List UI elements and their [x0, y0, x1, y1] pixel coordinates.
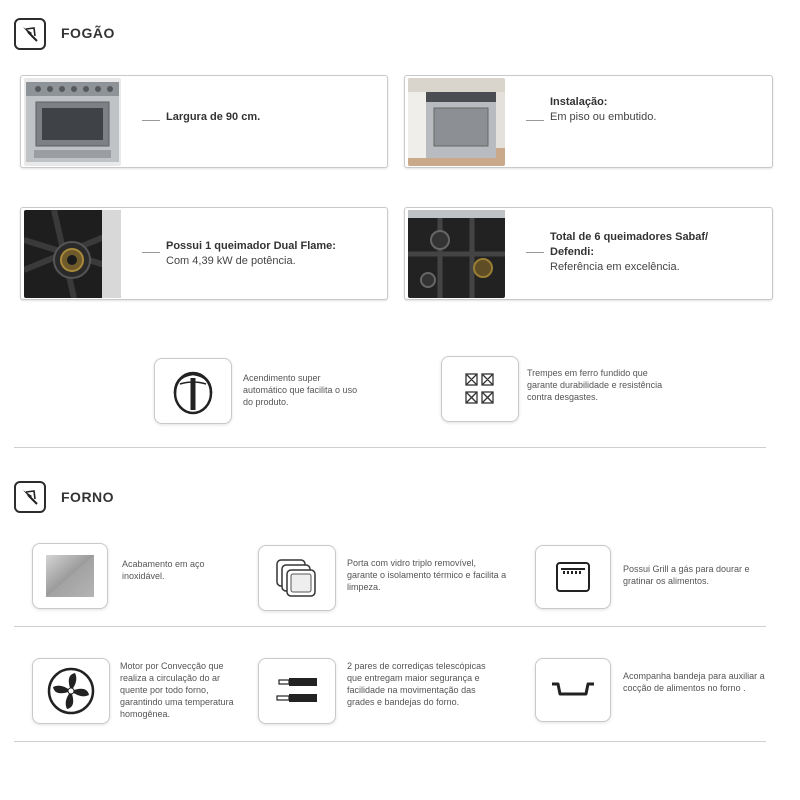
feature-card-installation: [404, 75, 773, 168]
gas-grill-icon: [535, 545, 611, 609]
card-text-block: [166, 110, 260, 125]
card-title: Total de 6 queimadores Sabaf/ Defendi:: [550, 231, 709, 258]
card-description: Com 4,39 kW de potência.: [166, 255, 296, 267]
section-divider: [14, 447, 766, 448]
card-title: Largura de 90 cm.: [166, 111, 261, 123]
convection-fan-icon: [32, 658, 110, 724]
row-divider: [14, 626, 766, 627]
feature-card-six-burners: [404, 207, 773, 300]
stove-front-image: [24, 78, 121, 166]
stainless-steel-icon: [32, 543, 108, 609]
card-description: Em piso ou embutido.: [550, 111, 657, 123]
feature-card-dual-flame: [20, 207, 388, 300]
bottom-divider: [14, 741, 766, 742]
grill-feature-text: Possui Grill a gás para dourar e gratinar os alimentos.: [623, 564, 750, 586]
stove-section-icon: [14, 18, 46, 50]
card-title: Instalação:: [550, 96, 608, 108]
stove-section-title: FOGÃO: [61, 25, 115, 41]
feature-card-width: [20, 75, 388, 168]
ignition-knob-icon: [154, 358, 232, 424]
card-text-block: [166, 239, 336, 269]
convection-feature-text: Motor por Convecção que realiza a circulação do ar quente por todo forno, garantindo uma temperatura homogênea.: [120, 661, 234, 719]
card-text-block: [550, 95, 656, 125]
baking-tray-icon: [535, 658, 611, 722]
telescopic-rails-icon: [258, 658, 336, 724]
card-title: Possui 1 queimador Dual Flame:: [166, 240, 336, 252]
oven-section-title: FORNO: [61, 489, 115, 505]
triple-glass-door-icon: [258, 545, 336, 611]
card-connector-line: [526, 120, 544, 121]
card-connector-line: [142, 120, 160, 121]
card-connector-line: [142, 252, 160, 253]
oven-section-icon: [14, 481, 46, 513]
card-text-block: [550, 230, 720, 275]
finish-feature-text: Acabamento em aço inoxidável.: [122, 559, 205, 581]
card-connector-line: [526, 252, 544, 253]
grate-icon: [441, 356, 519, 422]
ignition-feature-text: Acendimento super automático que facilita o uso do produto.: [243, 373, 358, 407]
card-description: Referência em excelência.: [550, 261, 680, 273]
tray-feature-text: Acompanha bandeja para auxiliar a cocção de alimentos no forno .: [623, 671, 765, 693]
door-feature-text: Porta com vidro triplo removível, garante o isolamento térmico e facilita a limpeza.: [347, 558, 507, 592]
stove-kitchen-image: [408, 78, 505, 166]
burners-image: [408, 210, 505, 298]
rails-feature-text: 2 pares de corrediças telescópicas que entregam maior segurança e facilidade na movimentação das grades e bandejas do forno.: [347, 661, 486, 707]
dual-flame-burner-image: [24, 210, 121, 298]
grate-feature-text: Trempes em ferro fundido que garante durabilidade e resistência contra desgastes.: [527, 368, 663, 402]
